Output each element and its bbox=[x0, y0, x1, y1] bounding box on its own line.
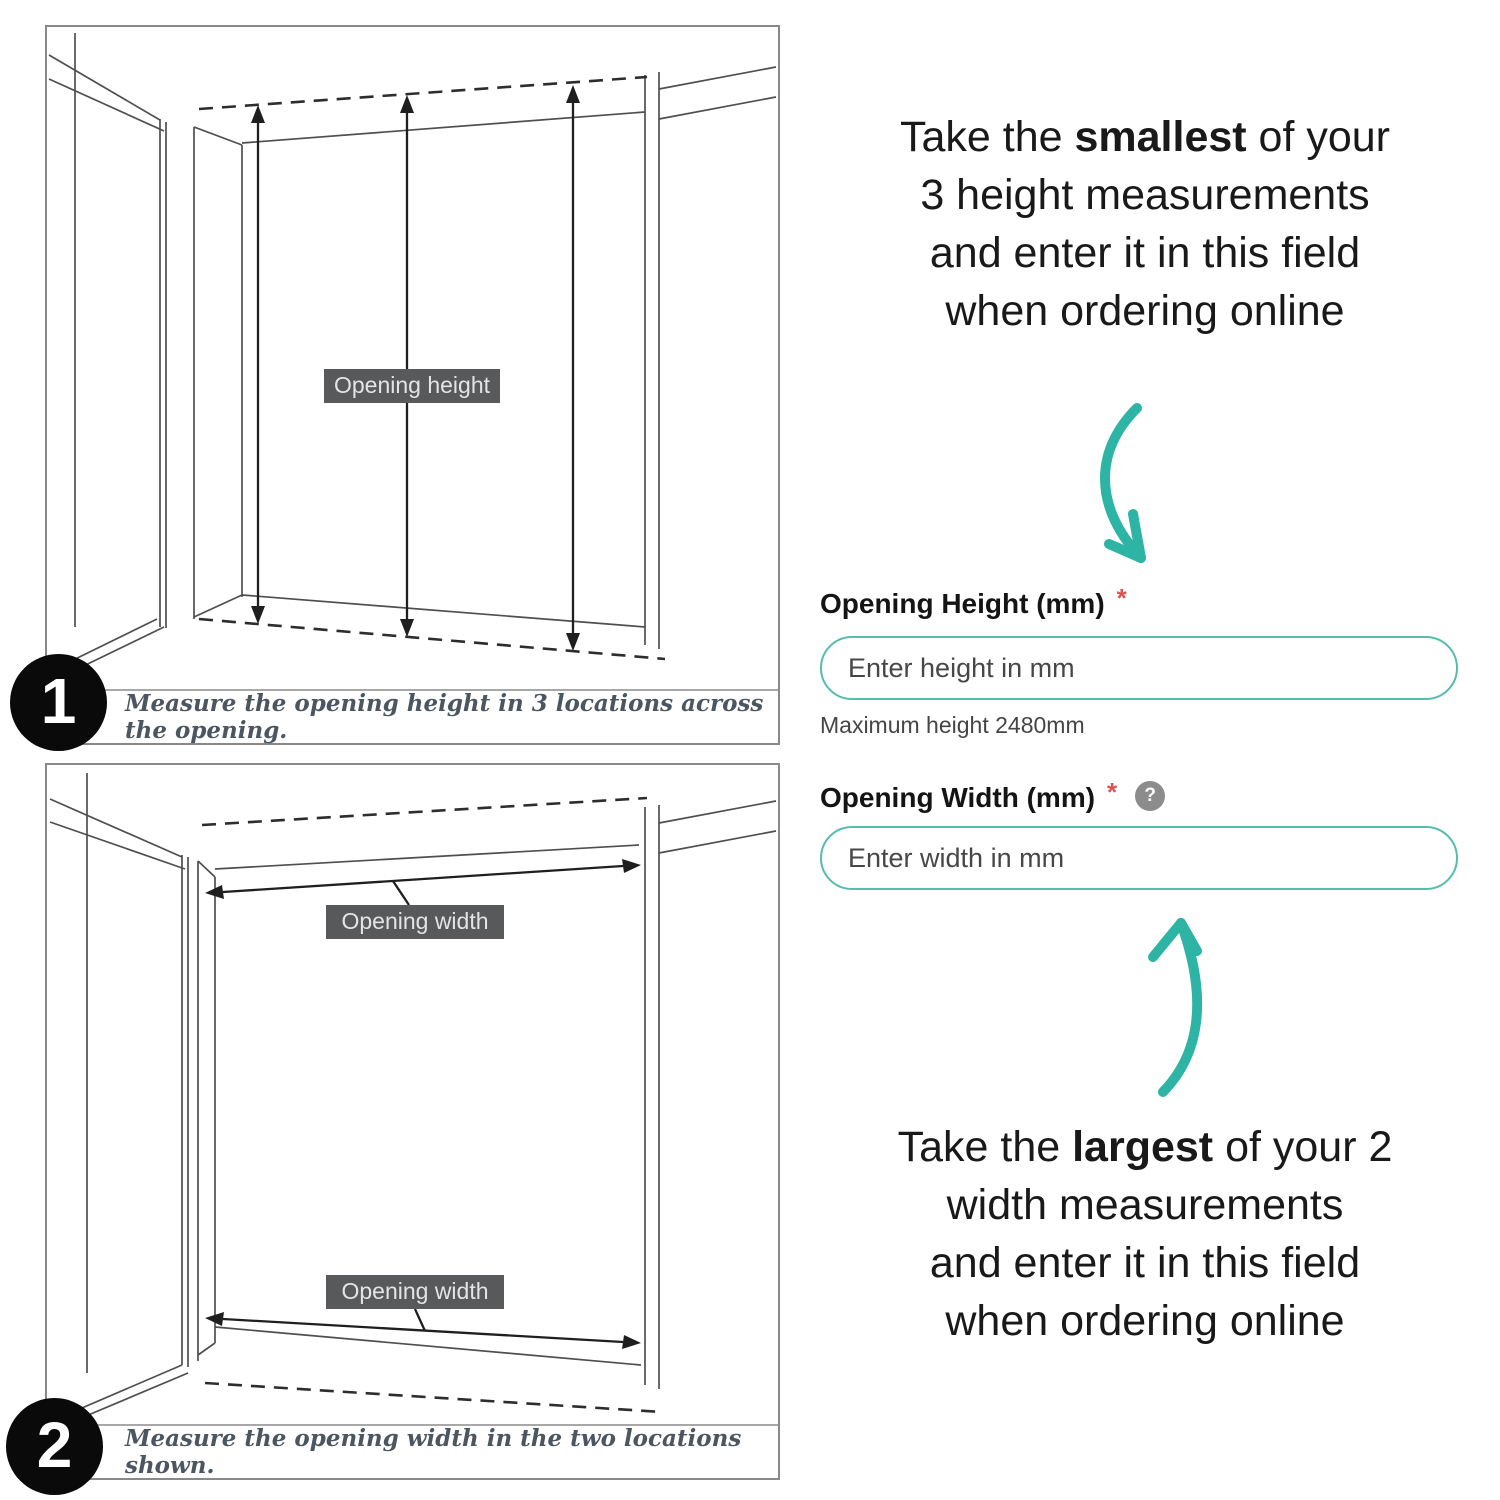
height-diagram bbox=[47, 27, 778, 691]
max-height-helper: Maximum height 2480mm bbox=[820, 712, 1085, 738]
opening-height-label: Opening height bbox=[333, 372, 491, 398]
required-asterisk: * bbox=[1107, 776, 1118, 807]
height-instruction-line: when ordering online bbox=[945, 287, 1345, 335]
width-caption-strip bbox=[47, 1424, 778, 1478]
width-caption: Measure the opening width in the two locations shown. bbox=[125, 1425, 742, 1479]
required-asterisk: * bbox=[1116, 582, 1127, 613]
curved-arrow-up-icon bbox=[1135, 905, 1245, 1100]
height-caption-strip bbox=[47, 689, 778, 743]
width-instruction-line: width measurements bbox=[946, 1181, 1344, 1229]
opening-width-label-text: Opening Width (mm) bbox=[820, 782, 1096, 813]
height-instruction-line: and enter it in this field bbox=[929, 229, 1361, 277]
step-1-badge bbox=[10, 654, 107, 751]
opening-width-field-label bbox=[820, 776, 1165, 814]
opening-height-label-text: Opening Height (mm) bbox=[820, 588, 1105, 619]
width-instruction-line: and enter it in this field bbox=[929, 1239, 1361, 1287]
step-2-number: 2 bbox=[36, 1408, 73, 1481]
opening-height-field-label bbox=[820, 582, 1127, 620]
height-instruction-line: 3 height measurements bbox=[920, 171, 1370, 219]
step-1-number: 1 bbox=[40, 664, 77, 737]
opening-width-input[interactable] bbox=[820, 826, 1458, 890]
curved-arrow-down-icon bbox=[1075, 400, 1175, 590]
width-diagram bbox=[47, 765, 778, 1426]
opening-width-top-label: Opening width bbox=[341, 908, 489, 934]
width-instruction-line: when ordering online bbox=[945, 1297, 1345, 1345]
opening-height-input[interactable] bbox=[820, 636, 1458, 700]
width-diagram-panel bbox=[45, 763, 780, 1480]
height-diagram-panel bbox=[45, 25, 780, 745]
step-2-badge bbox=[6, 1398, 103, 1495]
opening-width-bottom-label: Opening width bbox=[341, 1278, 489, 1304]
height-caption: Measure the opening height in 3 locations across the opening. bbox=[125, 690, 764, 744]
help-icon[interactable]: ? bbox=[1135, 781, 1165, 811]
width-instruction bbox=[815, 1118, 1475, 1350]
height-instruction-line: Take the smallest of your bbox=[899, 113, 1390, 161]
width-instruction-line: Take the largest of your 2 bbox=[897, 1123, 1393, 1171]
height-instruction bbox=[815, 108, 1475, 340]
